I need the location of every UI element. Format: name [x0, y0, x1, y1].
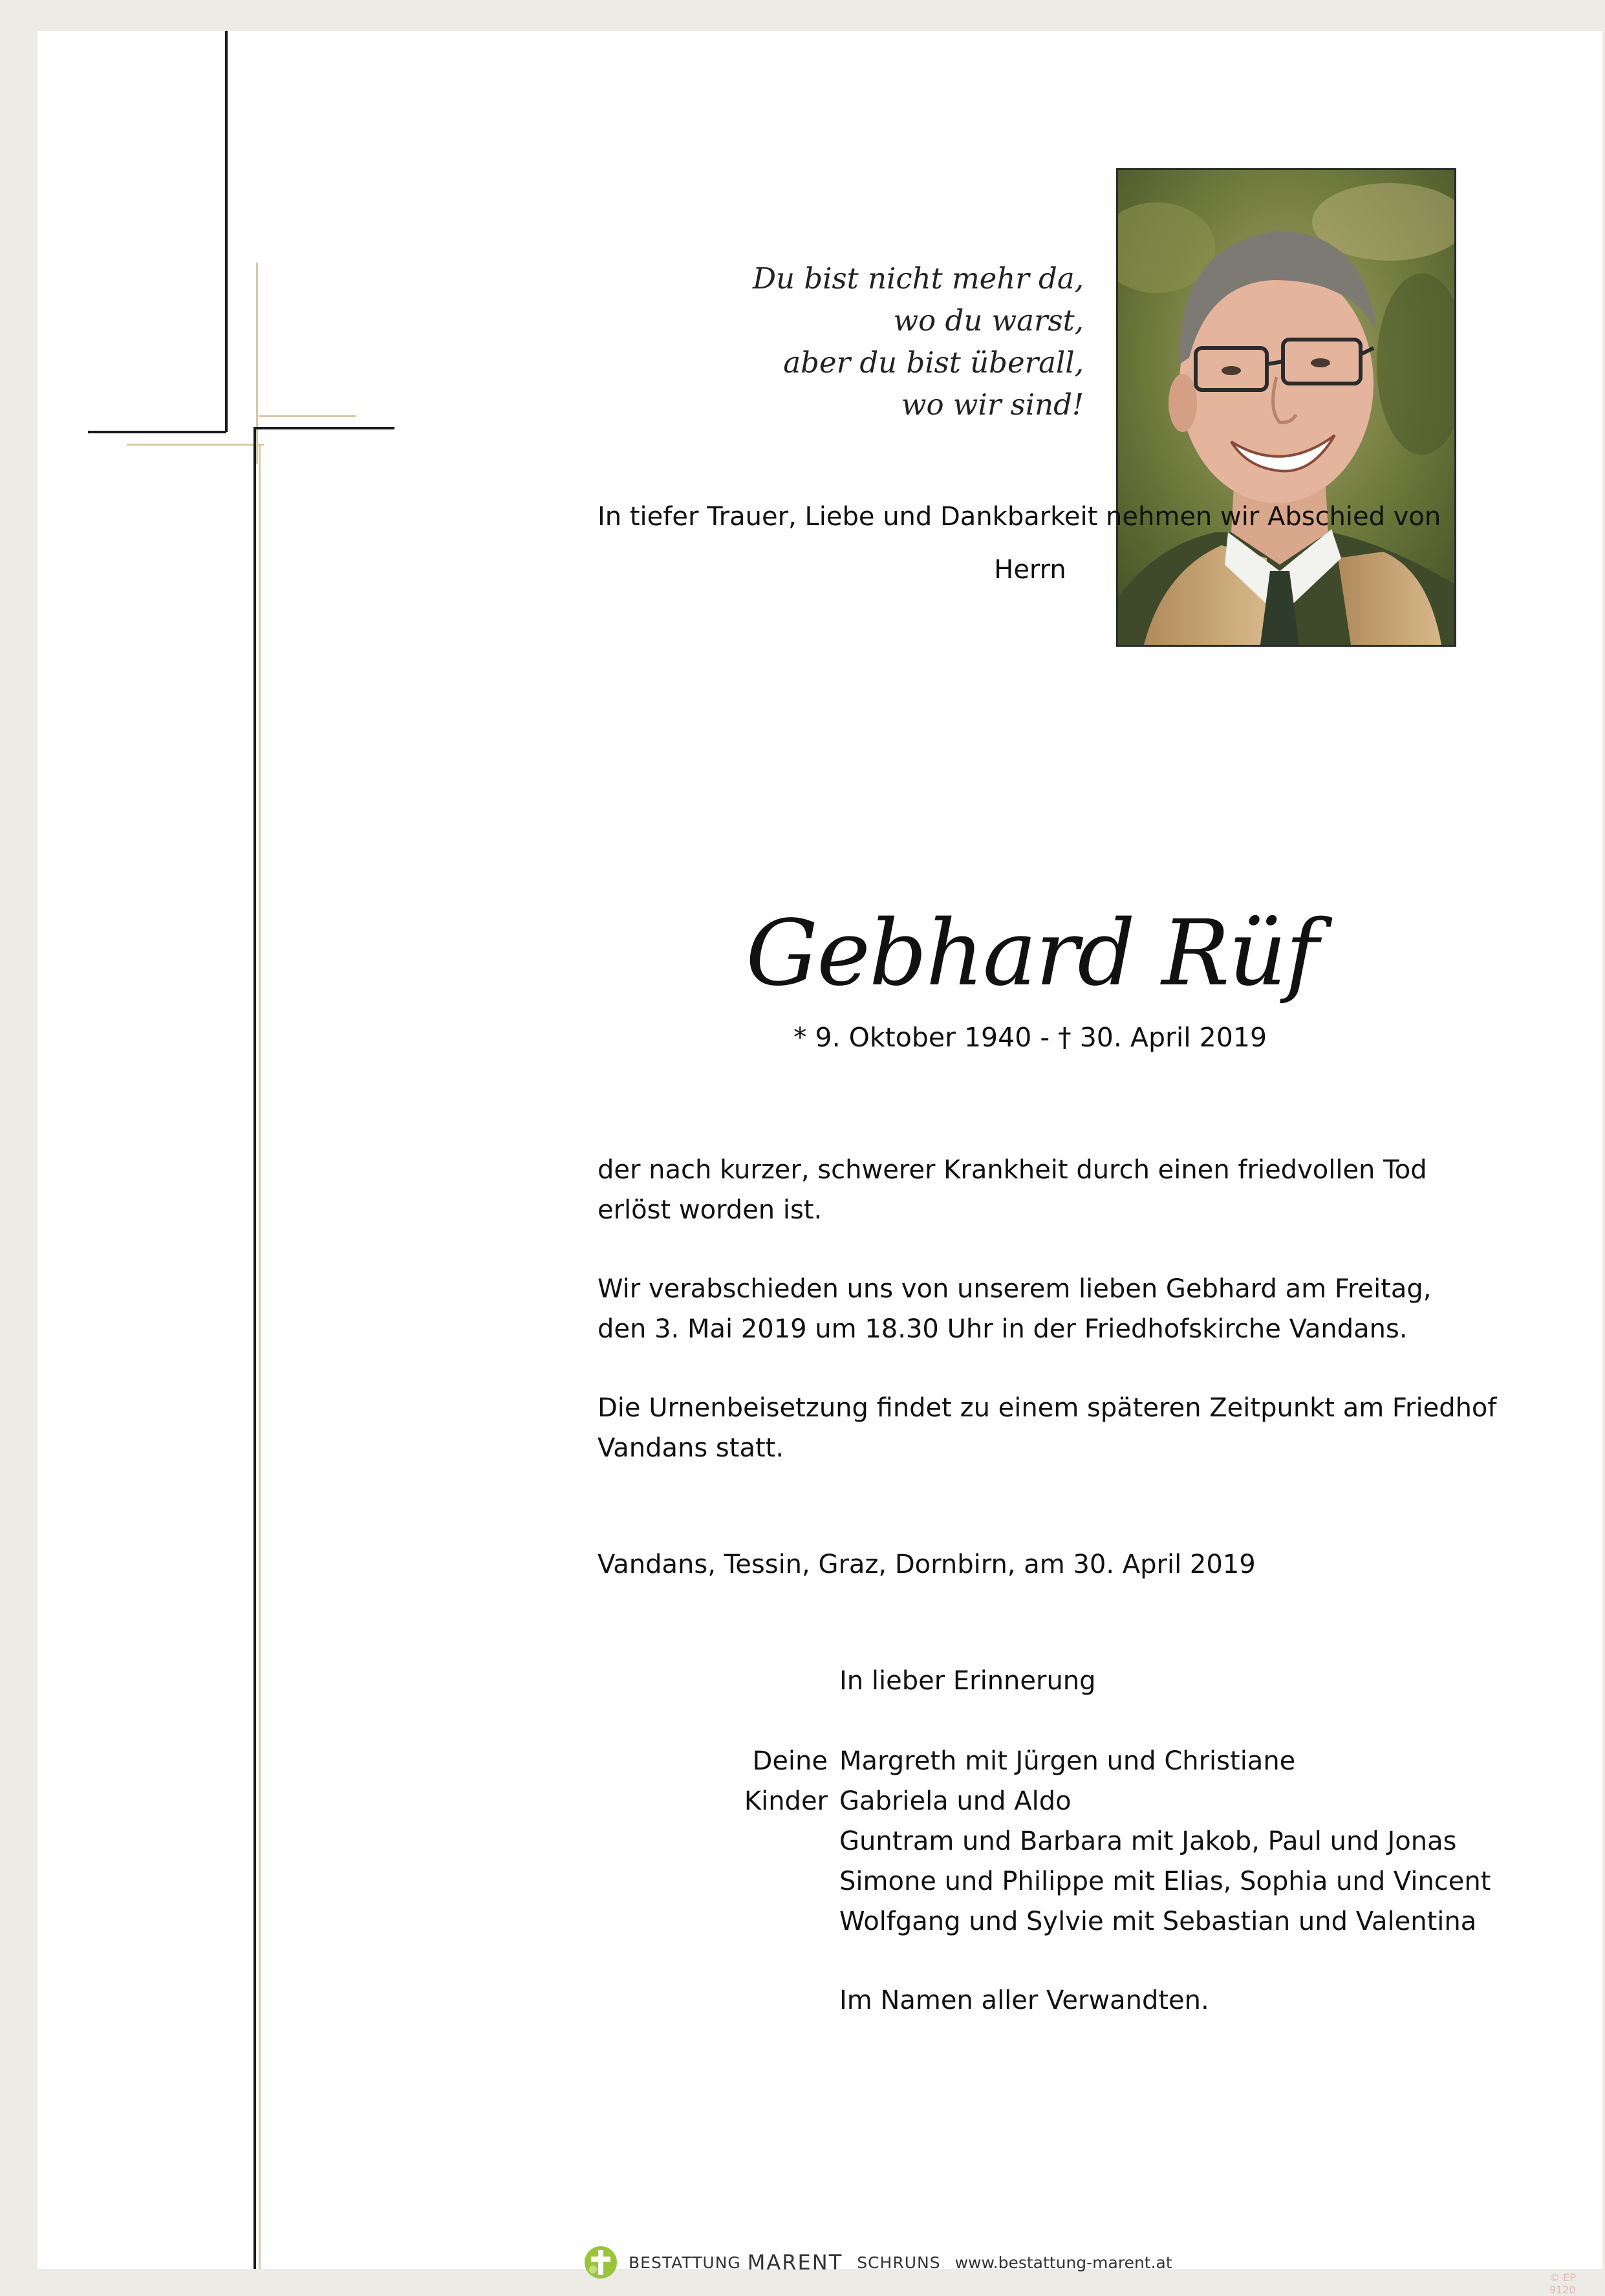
- quote-line: aber du bist überall,: [783, 345, 1084, 380]
- family-member: Guntram und Barbara mit Jakob, Paul und Jonas: [839, 1826, 1457, 1856]
- memorial-quote: [710, 257, 1084, 426]
- text-line: der nach kurzer, schwerer Krankheit durch einen friedvollen Tod: [598, 1155, 1427, 1185]
- family-label: Kinder: [744, 1786, 828, 1816]
- closing-line: Im Namen aller Verwandten.: [839, 1986, 1209, 2015]
- text-line: Die Urnenbeisetzung findet zu einem späteren Zeitpunkt am Friedhof: [598, 1393, 1497, 1423]
- family-member: Wolfgang und Sylvie mit Sebastian und Valentina: [839, 1907, 1477, 1936]
- family-member: Simone und Philippe mit Elias, Sophia und Vincent: [839, 1867, 1491, 1896]
- family-member: Gabriela und Aldo: [839, 1786, 1072, 1816]
- footer-brand: MARENT: [747, 2250, 843, 2275]
- family-list: [839, 1741, 1491, 1942]
- paragraph-burial: [598, 1388, 1497, 1468]
- footer-website[interactable]: www.bestattung-marent.at: [954, 2253, 1172, 2272]
- text-line: den 3. Mai 2019 um 18.30 Uhr in der Friedhofskirche Vandans.: [598, 1314, 1408, 1344]
- place-date: Vandans, Tessin, Graz, Dornbirn, am 30. April 2019: [598, 1550, 1256, 1579]
- funeral-home-footer: [583, 2245, 1172, 2280]
- funeral-home-logo-icon: [583, 2245, 618, 2280]
- paragraph-death: [598, 1150, 1427, 1230]
- quote-line: wo wir sind!: [901, 387, 1084, 422]
- intro-text: In tiefer Trauer, Liebe und Dankbarkeit nehmen wir Abschied von: [598, 502, 1441, 532]
- footer-prefix: BESTATTUNG: [629, 2253, 741, 2272]
- quote-line: Du bist nicht mehr da,: [752, 261, 1084, 296]
- family-member: Margreth mit Jürgen und Christiane: [839, 1746, 1296, 1776]
- family-label: Deine: [752, 1746, 828, 1776]
- paragraph-farewell: [598, 1269, 1432, 1349]
- quote-line: wo du warst,: [893, 303, 1084, 338]
- text-line: Vandans statt.: [598, 1433, 784, 1463]
- footer-town: SCHRUNS: [857, 2253, 941, 2272]
- life-dates: * 9. Oktober 1940 - † 30. April 2019: [793, 1022, 1267, 1053]
- text-line: erlöst worden ist.: [598, 1195, 823, 1225]
- remembrance-line: In lieber Erinnerung: [839, 1666, 1096, 1696]
- salutation: Herrn: [994, 555, 1066, 585]
- form-code: © EP 9120: [1549, 2271, 1576, 2296]
- obituary-page: [38, 31, 1602, 2296]
- deceased-name: Gebhard Rüf: [746, 901, 1318, 1006]
- text-line: Wir verabschieden uns von unserem lieben Gebhard am Freitag,: [598, 1274, 1432, 1304]
